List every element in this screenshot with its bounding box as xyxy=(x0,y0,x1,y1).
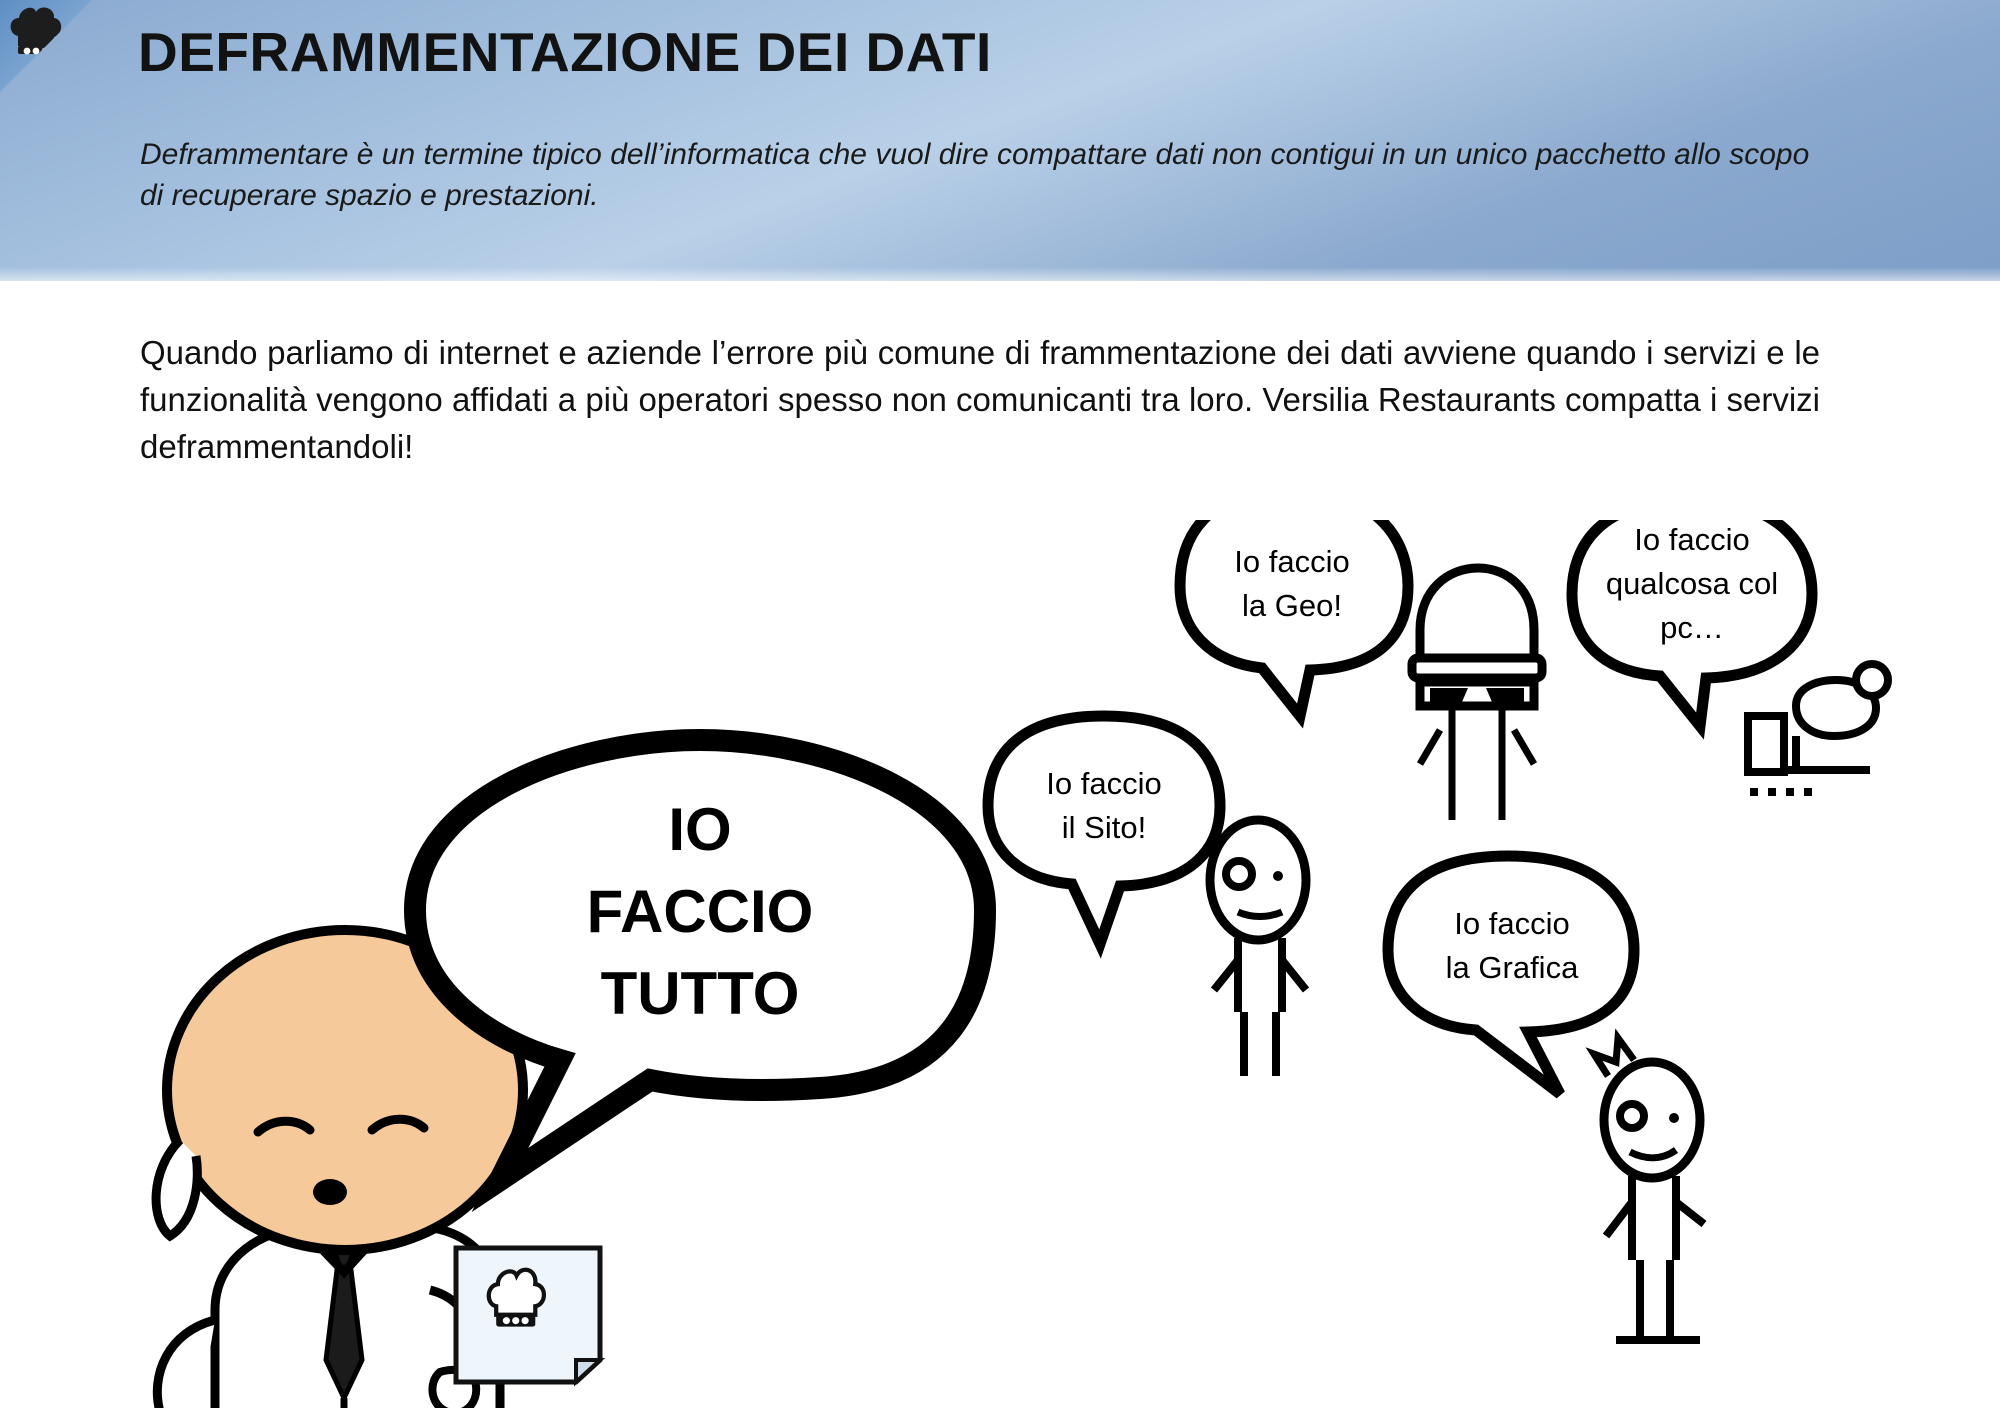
bubble-line-3: TUTTO xyxy=(600,960,800,1027)
page-header xyxy=(0,0,2000,281)
geo-worker xyxy=(1180,520,1542,820)
site-bubble-line-2: il Sito! xyxy=(1061,810,1147,845)
graphics-bubble-line-2: la Grafica xyxy=(1445,950,1579,985)
corner-badge xyxy=(0,0,92,92)
chef-hat-card-icon xyxy=(456,1248,600,1382)
graphics-worker xyxy=(1388,856,1704,1340)
page-title: DEFRAMMENTAZIONE DEI DATI xyxy=(138,21,992,83)
intro-paragraph: Quando parliamo di internet e aziende l’errore più comune di frammentazione dei dati avviene quando i servizi e le funzionalità vengono affidati a più operatori spesso non comunicanti tra loro. Versilia Restaurants compatta i servizi deframmentandoli! xyxy=(140,334,1820,465)
bubble-line-2: FACCIO xyxy=(586,878,814,945)
pc-bubble-line-2: qualcosa col xyxy=(1605,566,1779,601)
graphics-bubble-line-1: Io faccio xyxy=(1454,906,1570,941)
site-worker xyxy=(988,716,1306,1076)
page-subtitle: Deframmentare è un termine tipico dell’informatica che vuol dire compattare dati non contigui in un unico pacchetto allo scopo di recuperare spazio e prestazioni. xyxy=(140,138,1810,212)
pc-bubble-line-3: pc… xyxy=(1660,610,1724,645)
geo-bubble-line-1: Io faccio xyxy=(1234,544,1350,579)
site-bubble-line-1: Io faccio xyxy=(1046,766,1162,801)
geo-bubble-line-2: la Geo! xyxy=(1242,588,1342,623)
bubble-line-1: IO xyxy=(668,796,732,863)
illustration-scene xyxy=(0,520,2000,1408)
pc-worker xyxy=(1572,520,1888,796)
pc-bubble-line-1: Io faccio xyxy=(1634,522,1750,557)
